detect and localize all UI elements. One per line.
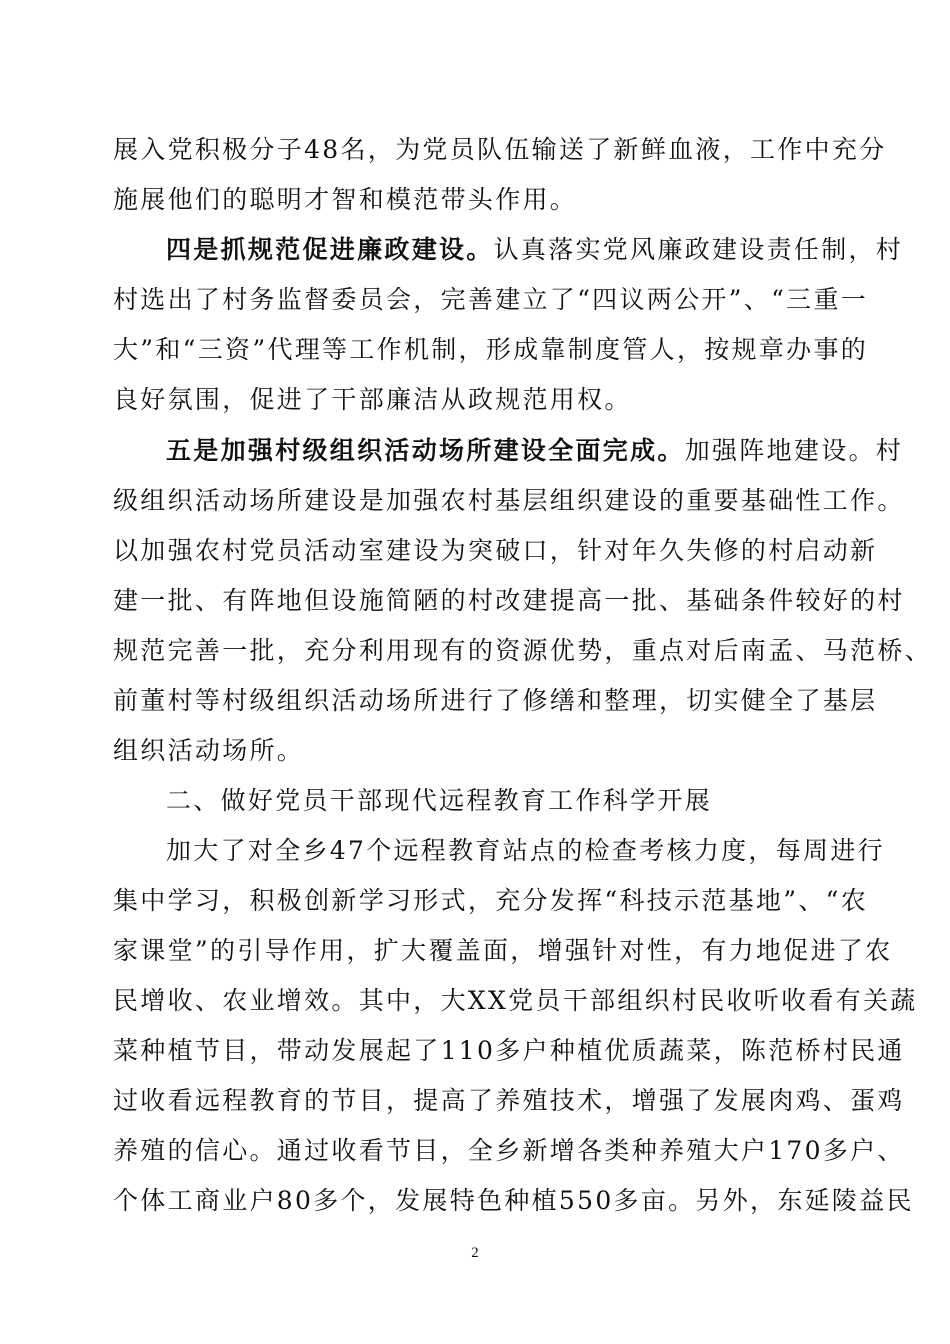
body-line: 大”和“三资”代理等工作机制，形成靠制度管人，按规章办事的 — [113, 335, 869, 364]
body-line: 民增收、农业增效。其中，大XX党员干部组织村民收听收看有关蔬 — [113, 986, 918, 1015]
body-line: 良好氛围，促进了干部廉洁从政规范用权。 — [113, 385, 632, 414]
body-line: 组织活动场所。 — [113, 736, 305, 765]
paragraph-4-first-line — [166, 232, 904, 268]
body-line: 展入党积极分子48名，为党员队伍输送了新鲜血液，工作中充分 — [113, 135, 887, 164]
page-number: 2 — [471, 1245, 479, 1261]
body-line: 建一批、有阵地但设施简陋的村改建提高一批、基础条件较好的村 — [113, 586, 905, 615]
paragraph-text: 加强阵地建设。村 — [684, 436, 904, 465]
body-line: 家课堂”的引导作用，扩大覆盖面，增强针对性，有力地促进了农 — [113, 936, 893, 965]
paragraph-text: 认真落实党风廉政建设责任制，村 — [493, 235, 904, 264]
paragraph-heading: 四是抓规范促进廉政建设。 — [166, 235, 494, 264]
section-heading: 二、做好党员干部现代远程教育工作科学开展 — [166, 786, 713, 815]
body-line: 集中学习，积极创新学习形式，充分发挥“科技示范基地”、“农 — [113, 886, 869, 915]
body-line: 养殖的信心。通过收看节目，全乡新增各类种养殖大户170多户、 — [113, 1136, 905, 1165]
paragraph-5-first-line — [166, 433, 904, 469]
body-line: 级组织活动场所建设是加强农村基层组织建设的重要基础性工作。 — [113, 486, 905, 515]
body-line: 个体工商业户80多个，发展特色种植550多亩。另外，东延陵益民 — [113, 1186, 914, 1215]
body-line: 前董村等村级组织活动场所进行了修缮和整理，切实健全了基层 — [113, 686, 878, 715]
body-line: 过收看远程教育的节目，提高了养殖技术，增强了发展肉鸡、蛋鸡 — [113, 1086, 905, 1115]
body-line: 村选出了村务监督委员会，完善建立了“四议两公开”、“三重一 — [113, 285, 869, 314]
paragraph-heading: 五是加强村级组织活动场所建设全面完成。 — [166, 436, 685, 465]
body-line: 以加强农村党员活动室建设为突破口，针对年久失修的村启动新 — [113, 536, 878, 565]
body-line: 加大了对全乡47个远程教育站点的检查考核力度，每周进行 — [166, 836, 885, 865]
body-line: 菜种植节目，带动发展起了110多户种植优质蔬菜，陈范桥村民通 — [113, 1036, 905, 1065]
body-line: 施展他们的聪明才智和模范带头作用。 — [113, 185, 578, 214]
body-line: 规范完善一批，充分利用现有的资源优势，重点对后南孟、马范桥、 — [113, 636, 933, 665]
